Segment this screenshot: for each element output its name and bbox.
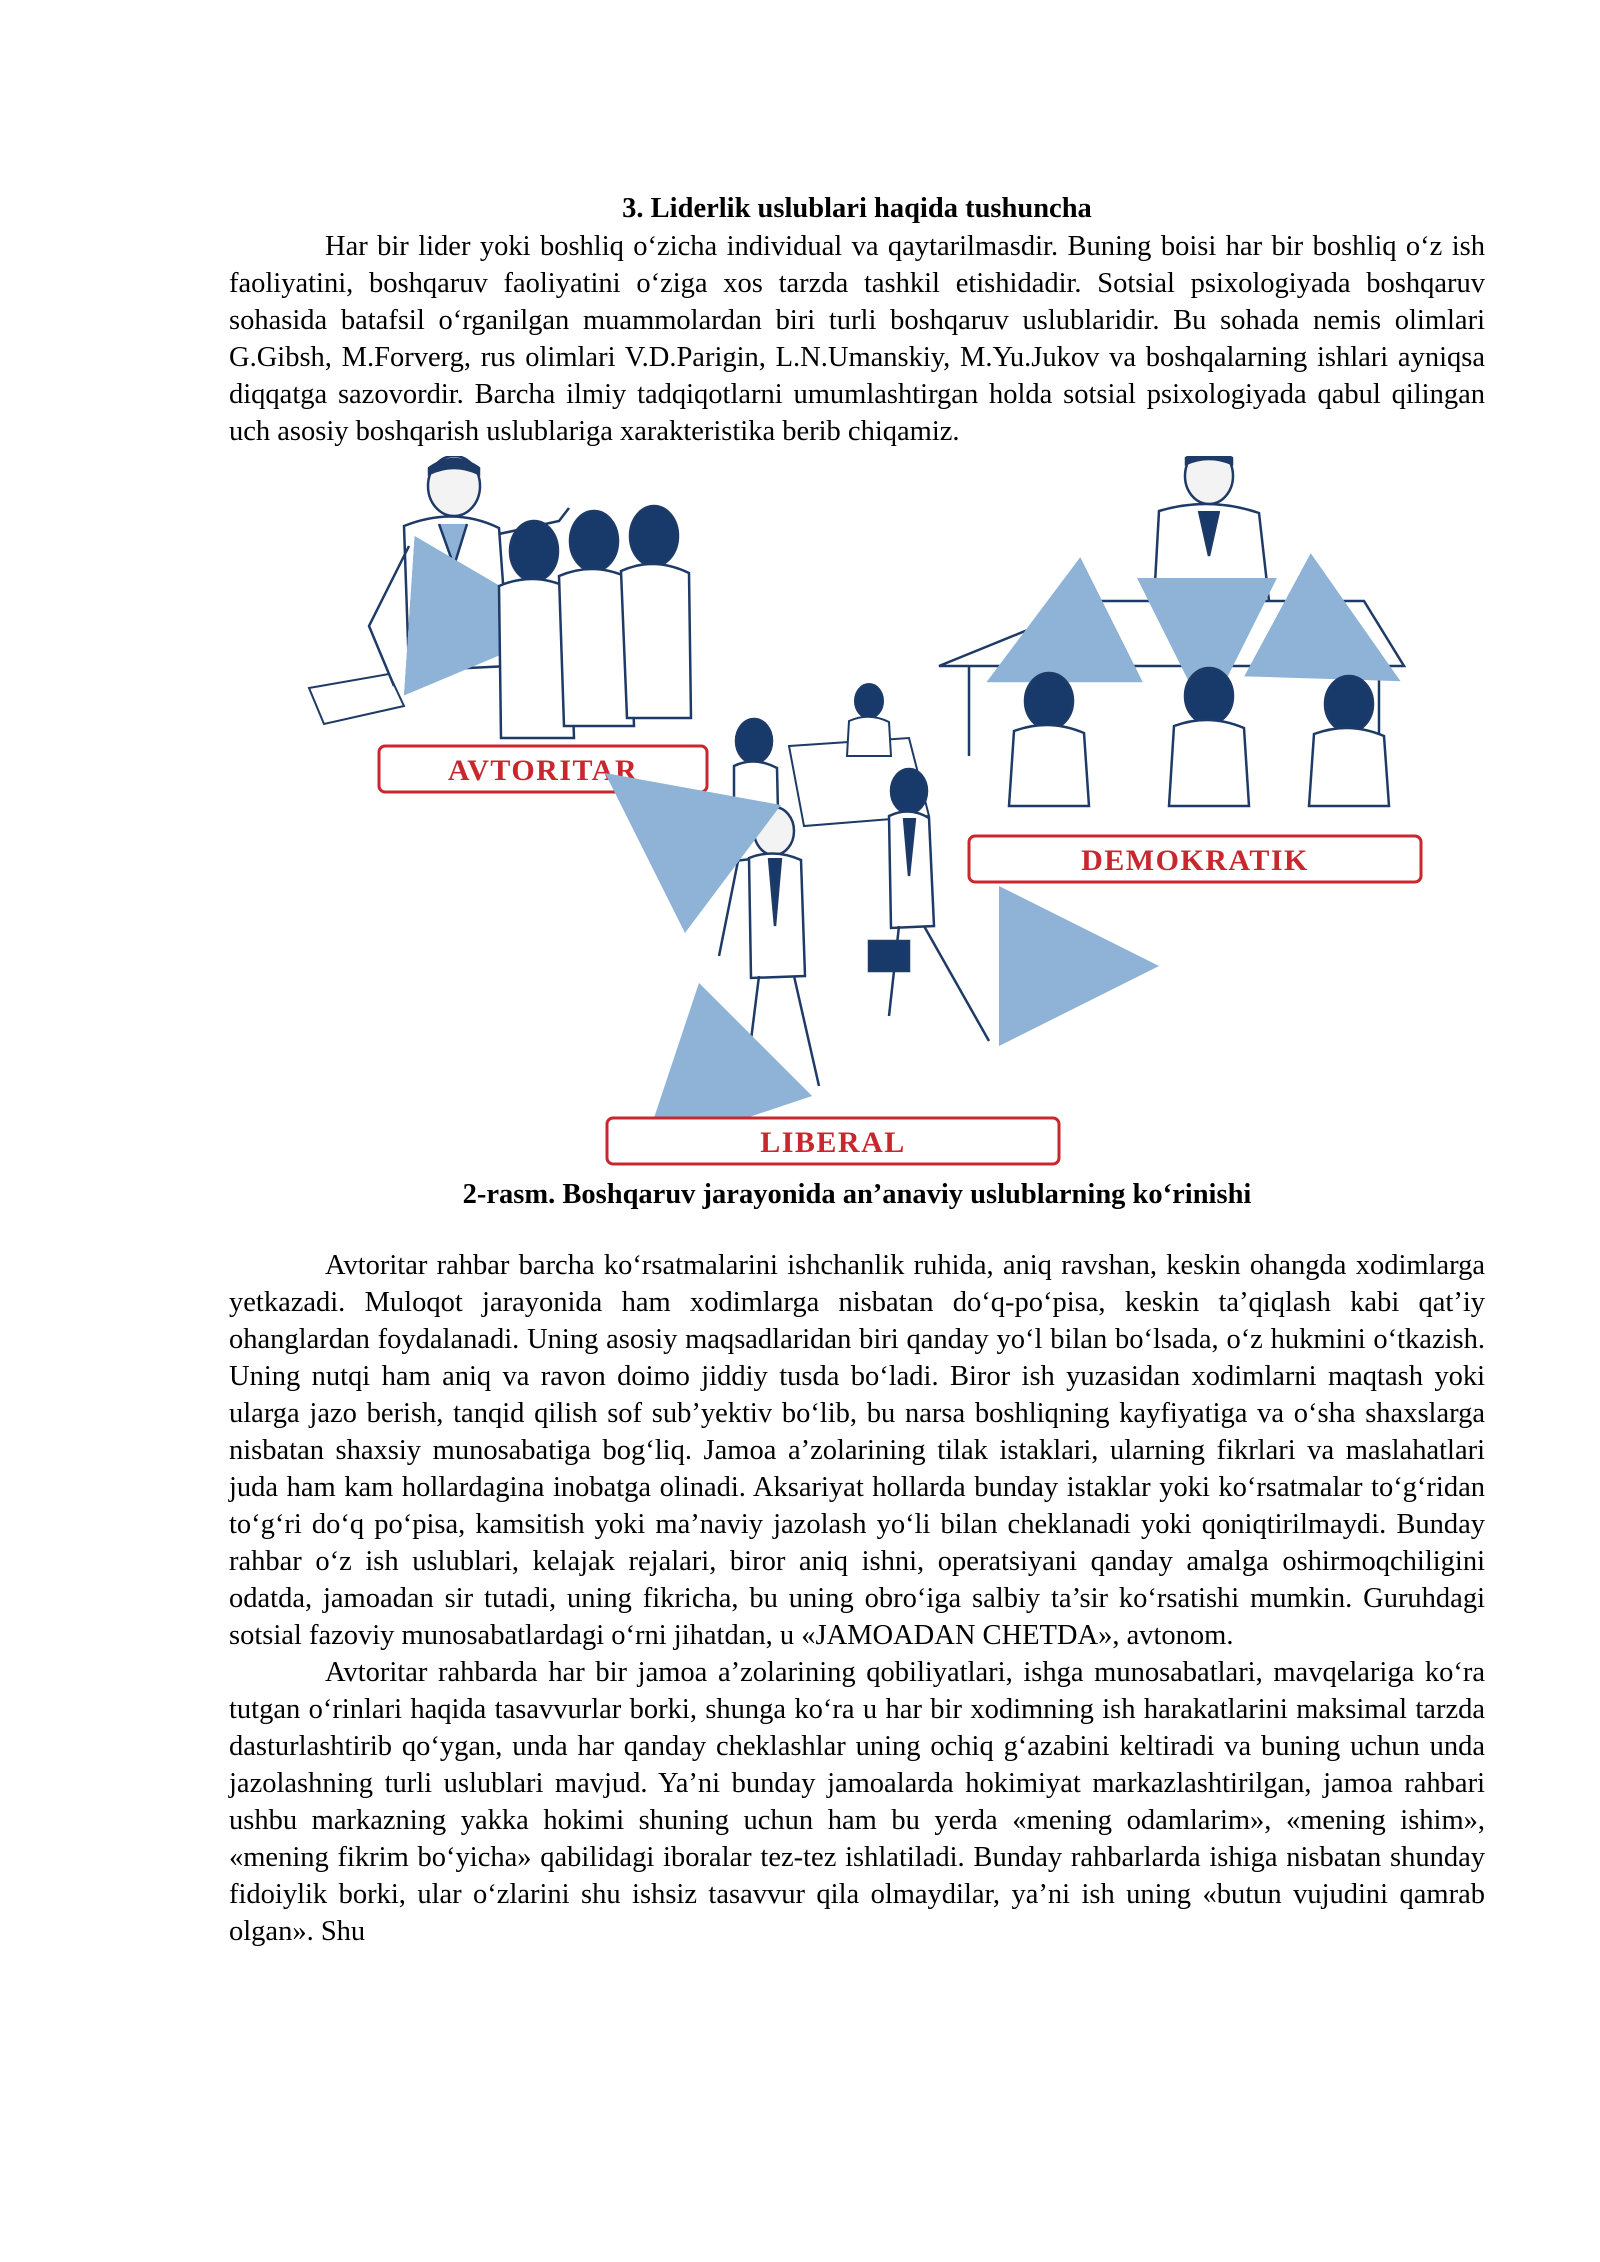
intro-paragraph: Har bir lider yoki boshliq o‘zicha individual va qaytarilmasdir. Buning boisi har bir boshliq o‘z ish faoliyatini, boshqaruv faoliyatini o‘ziga xos tarzda tashkil etishidadir. Sotsial psixologiyada boshqaruv sohasida batafsil o‘rganilgan muammolardan biri turli boshqaruv uslublaridir. Bu sohada nemis olimlari G.Gibsh, M.Forverg, rus olimlari V.D.Parigin, L.N.Umanskiy, M.Yu.Jukov va boshqalarning ishlari ayniqsa diqqatga sazovordir. Barcha ilmiy tadqiqotlarni umumlashtirgan holda sotsial psixologiyada qabul qilingan uch asosiy boshqarish uslublariga xarakteristika berib chiqamiz. xyxy=(229,231,1485,447)
democratic-scene xyxy=(939,456,1421,882)
liberal-label: LIBERAL xyxy=(760,1126,906,1159)
arrow-icon xyxy=(669,821,709,851)
arrow-icon xyxy=(699,1056,739,1096)
body-paragraph-1: Avtoritar rahbar barcha ko‘rsatmalarini ishchanlik ruhida, aniq ravshan, keskin ohangda xodimlarga yetkazadi. Muloqot jarayonida ham xodimlarga nisbatan do‘q-po‘pisa, keskin ta’qiqlash kabi qat’iy ohanglardan foydalanadi. Uning asosiy maqsadlaridan biri qanday yo‘l bilan bo‘lsada, o‘z hukmini o‘tkazish. Uning nutqi ham aniq va ravon doimo jiddiy tusda bo‘ladi. Biror ish yuzasidan xodimlarni maqtash yoki ularga jazo berish, tanqid qilish sof sub’yektiv bo‘lib, bu narsa boshliqning kayfiyatiga va o‘sha shaxslarga nisbatan shaxsiy munosabatiga bog‘liq. Jamoa a’zolarining tilak istaklari, ularning fikrlari va maslahatlari juda ham kam hollardagina inobatga olinadi. Aksariyat hollarda bunday istaklar yoki ko‘rsatmalar to‘g‘ridan to‘g‘ri do‘q po‘pisa, kamsitish yoki ma’naviy jazolash yo‘li bilan cheklanadi yoki qoniqtirilmaydi. Bunday rahbar o‘z ish uslublari, kelajak rejalari, biror aniq ishni, operatsiyani qanday amalga oshirmoqchiligini odatda, jamoadan sir tutadi, uning fikricha, bu uning obro‘iga salbiy ta’sir ko‘rsatishi mumkin. Guruhdagi sotsial fazoviy munosabatlardagi o‘rni jihatdan, u «JAMOADAN CHETDA», avtonom. xyxy=(229,1250,1485,1651)
section-title: 3. Liderlik uslublari haqida tushuncha xyxy=(622,193,1092,224)
arrow-icon xyxy=(414,616,489,621)
conference-table xyxy=(939,601,1404,666)
leadership-styles-illustration xyxy=(229,456,1485,1176)
subordinates-group xyxy=(499,506,691,738)
autocratic-scene xyxy=(309,456,707,792)
figure-caption: 2-rasm. Boshqaruv jarayonida an’anaviy uslublarning ko‘rinishi xyxy=(462,1179,1252,1210)
autocratic-label: AVTORITAR xyxy=(447,754,639,787)
body-paragraph-2: Avtoritar rahbarda har bir jamoa a’zolarining qobiliyatlari, ishga munosabatlari, mavqelariga ko‘ra tutgan o‘rinlari haqida tasavvurlar borki, shunga ko‘ra u har bir xodimning ish harakatlarini maksimal tarzda dasturlashtirib qo‘ygan, unda har qanday cheklashlar uning ochiq g‘azabini keltiradi va buning uchun unda jazolashning turli uslublari mavjud. Ya’ni bunday jamoalarda hokimiyat markazlashtirilgan, jamoa rahbari ushbu markazning yakka hokimi shuning uchun ham bu yerda «mening odamlarim», «mening ishim», «mening fikrim bo‘yicha» qabilidagi iboralar tez-tez ishlatiladi. Bunday rahbarlarda ishiga nisbatan shunday fidoiylik borki, ular o‘zlarini shu ishsiz tasavvur qila olmaydilar, ya’ni ish uning «butun vujudini qamrab olgan». Shu xyxy=(229,1657,1485,1947)
team-members-group xyxy=(1009,668,1389,806)
democratic-label: DEMOKRATIK xyxy=(1081,844,1309,877)
chairman-figure xyxy=(1154,456,1269,601)
desk-papers xyxy=(309,674,404,724)
document-page xyxy=(229,190,1485,1950)
leadership-styles-figure xyxy=(229,456,1485,1176)
seated-manager-figure xyxy=(847,684,891,756)
